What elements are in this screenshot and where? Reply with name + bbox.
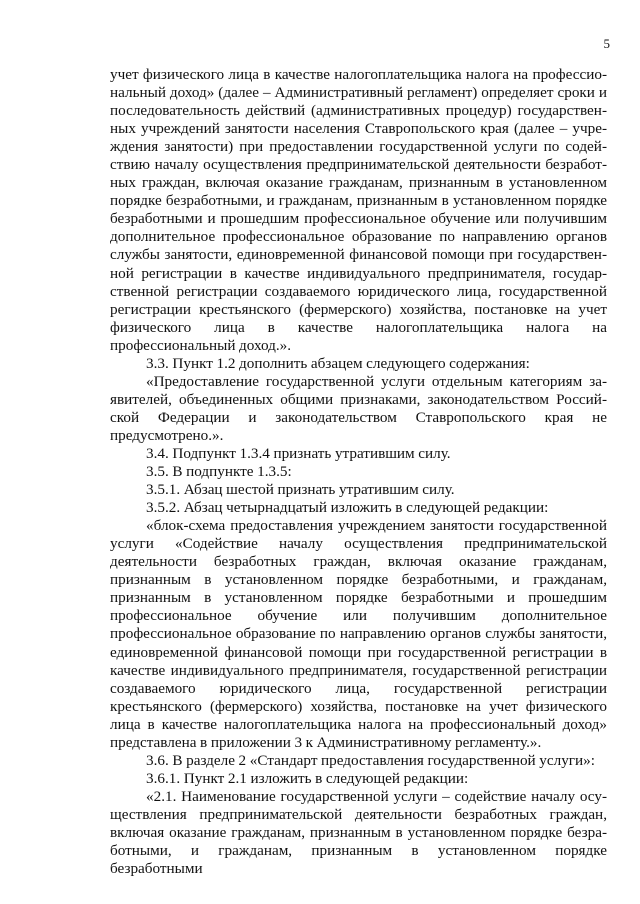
- paragraph-intro-continuation: учет физического лица в качестве налогоплательщика налога на профессиональный доход» (далее – Административный регламент) определяет сроки и последовательность действий (административных процедур) государственных учреждений занятости населения Ставропольского края (далее – учреждения занятости) при предоставлении государственной услуги по содействию началу осуществления предпринимательской деятельности безработных граждан, включая оказание гражданам, признанным в установленном порядке безработными, и гражданам, признанным в установленном порядке безработными и прошедшим профессиональное обучение или получившим дополнительное профессиональное образование по направлению органов службы занятости, единовременной финансовой помощи при государственной регистрации в качестве индивидуального предпринимателя, государственной регистрации создаваемого юридического лица, государственной регистрации крестьянского (фермерского) хозяйства, постановке на учет физического лица в качестве налогоплательщика налога на профессиональный доход.».: [110, 66, 607, 354]
- paragraph-3-3: 3.3. Пункт 1.2 дополнить абзацем следующего содержания:: [146, 354, 530, 372]
- paragraph-2-1-quote: «2.1. Наименование государственной услуги – содействие началу осуществления предпринимательской деятельности безработных граждан, включая оказание гражданам, признанным в установленном порядке безработными, и гражданам, признанным в установленном порядке безработными: [110, 787, 607, 878]
- document-body: [110, 66, 607, 878]
- paragraph-3-5-1: 3.5.1. Абзац шестой признать утратившим силу.: [146, 481, 455, 499]
- paragraph-3-3-quote: «Предоставление государственной услуги отдельным категориям заявителей, объединенных общими признаками, законодательством Российской Федерации и законодательством Ставропольского края не предусмотрено.».: [110, 372, 607, 444]
- paragraph-3-4: 3.4. Подпункт 1.3.4 признать утратившим силу.: [146, 444, 451, 462]
- paragraph-3-5-2: 3.5.2. Абзац четырнадцатый изложить в следующей редакции:: [146, 499, 549, 517]
- paragraph-3-5-2-quote: «блок-схема предоставления учреждением занятости государственной услуги «Содействие началу осуществления предпринимательской деятельности безработных граждан, включая оказание гражданам, признанным в установленном порядке безработными, и гражданам, признанным в установленном порядке безработными и прошедшим профессиональное обучение или получившим дополнительное профессиональное образование по направлению органов службы занятости, единовременной финансовой помощи при государственной регистрации в качестве индивидуального предпринимателя, государственной регистрации создаваемого юридического лица, государственной регистрации крестьянского (фермерского) хозяйства, постановке на учет физического лица в качестве налогоплательщика налога на профессиональный доход» представлена в приложении 3 к Административному регламенту.».: [110, 517, 607, 751]
- paragraph-3-5: 3.5. В подпункте 1.3.5:: [146, 463, 292, 481]
- paragraph-3-6-1: 3.6.1. Пункт 2.1 изложить в следующей редакции:: [146, 769, 469, 787]
- page-number: 5: [603, 36, 610, 51]
- paragraph-3-6: 3.6. В разделе 2 «Стандарт предоставления государственной услуги»:: [146, 751, 595, 769]
